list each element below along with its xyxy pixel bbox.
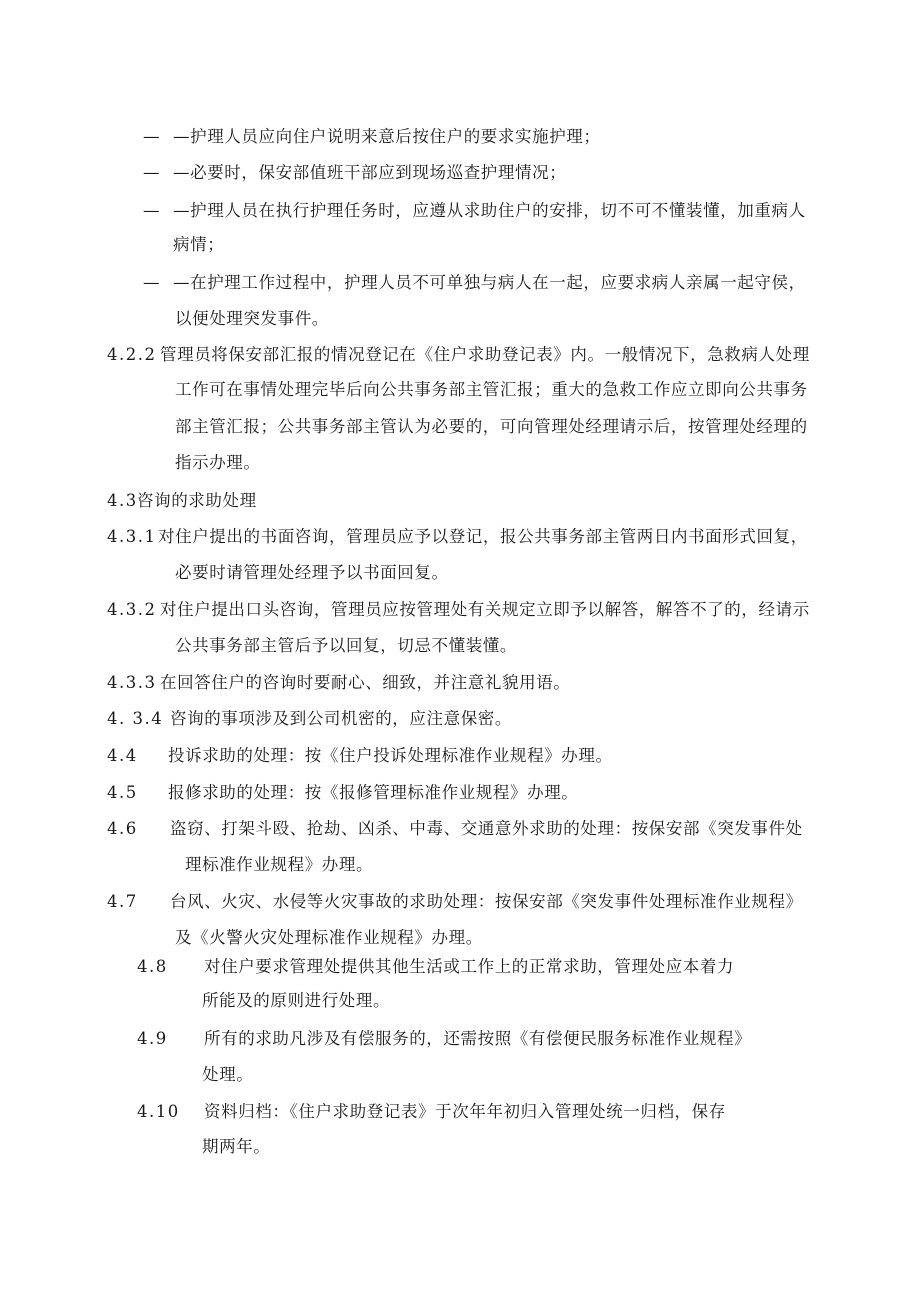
section-number: 4.2.2 (107, 345, 157, 364)
bullet-text: —必要时，保安部值班干部应到现场巡查护理情况； (173, 163, 567, 182)
bullet-text: —护理人员应向住户说明来意后按住户的要求实施护理； (173, 127, 601, 146)
section-number: 4.3 (107, 491, 138, 510)
section-number: 4.7 (107, 892, 138, 911)
section-number: 4.10 (137, 1102, 180, 1121)
section-text: 工作可在事情处理完毕后向公共事务部主管汇报；重大的急救工作应立即向公共事务 (175, 380, 808, 399)
section-text: 咨询的事项涉及到公司机密的，应注意保密。 (170, 709, 512, 728)
bullet-text: 以便处理突发事件。 (175, 309, 329, 328)
section-number: 4.3.1 (107, 527, 157, 546)
section-heading: 咨询的求助处理 (137, 491, 257, 510)
section-number: 4.3.2 (107, 600, 157, 619)
bullet-text: —护理人员在执行护理任务时，应遵从求助住户的安排，切不可不懂装懂，加重病人 (173, 201, 806, 220)
section-number: 4.3.3 (107, 673, 157, 692)
section-number: 4. 3.4 (107, 709, 164, 728)
section-text: 管理员将保安部汇报的情况登记在《住户求助登记表》内。一般情况下，急救病人处理 (160, 345, 810, 364)
section-text: 报修求助的处理：按《报修管理标准作业规程》办理。 (168, 783, 579, 802)
section-number: 4.9 (137, 1029, 168, 1048)
section-number: 4.4 (107, 746, 138, 765)
section-text: 对住户要求管理处提供其他生活或工作上的正常求助，管理处应本着力 (204, 957, 735, 976)
bullet-text: 病情； (173, 235, 225, 254)
section-number: 4.6 (107, 819, 138, 838)
section-number: 4.5 (107, 783, 138, 802)
section-number: 4.8 (137, 957, 168, 976)
section-text: 投诉求助的处理：按《住户投诉处理标准作业规程》办理。 (168, 746, 613, 765)
section-text: 台风、火灾、水侵等火灾事故的求助处理：按保安部《突发事件处理标准作业规程》 (170, 892, 803, 911)
bullet-text: —在护理工作过程中，护理人员不可单独与病人在一起，应要求病人亲属一起守侯， (173, 273, 806, 292)
bullet-dash: — (143, 201, 160, 220)
section-text: 处理。 (202, 1065, 254, 1084)
section-text: 盗窃、打架斗殴、抢劫、凶杀、中毒、交通意外求助的处理：按保安部《突发事件处 (170, 819, 803, 838)
section-text: 必要时请管理处经理予以书面回复。 (175, 563, 449, 582)
section-text: 期两年。 (202, 1137, 271, 1156)
section-text: 对住户提出的书面咨询，管理员应予以登记，报公共事务部主管两日内书面形式回复， (158, 527, 808, 546)
section-text: 对住户提出口头咨询，管理员应按管理处有关规定立即予以解答，解答不了的，经请示 (160, 600, 810, 619)
bullet-dash: — (143, 163, 160, 182)
section-text: 理标准作业规程》办理。 (185, 855, 374, 874)
section-text: 指示办理。 (175, 453, 261, 472)
section-text: 在回答住户的咨询时要耐心、细致，并注意礼貌用语。 (160, 673, 571, 692)
bullet-dash: — (143, 127, 160, 146)
section-text: 所能及的原则进行处理。 (202, 991, 391, 1010)
section-text: 及《火警火灾处理标准作业规程》办理。 (175, 928, 483, 947)
section-text: 资料归档：《住户求助登记表》于次年年初归入管理处统一归档，保存 (204, 1102, 726, 1121)
section-text: 公共事务部主管后予以回复，切忌不懂装懂。 (175, 636, 517, 655)
section-text: 所有的求助凡涉及有偿服务的，还需按照《有偿便民服务标准作业规程》 (204, 1029, 752, 1048)
bullet-dash: — (143, 273, 160, 292)
section-text: 部主管汇报；公共事务部主管认为必要的，可向管理处经理请示后，按管理处经理的 (175, 417, 808, 436)
